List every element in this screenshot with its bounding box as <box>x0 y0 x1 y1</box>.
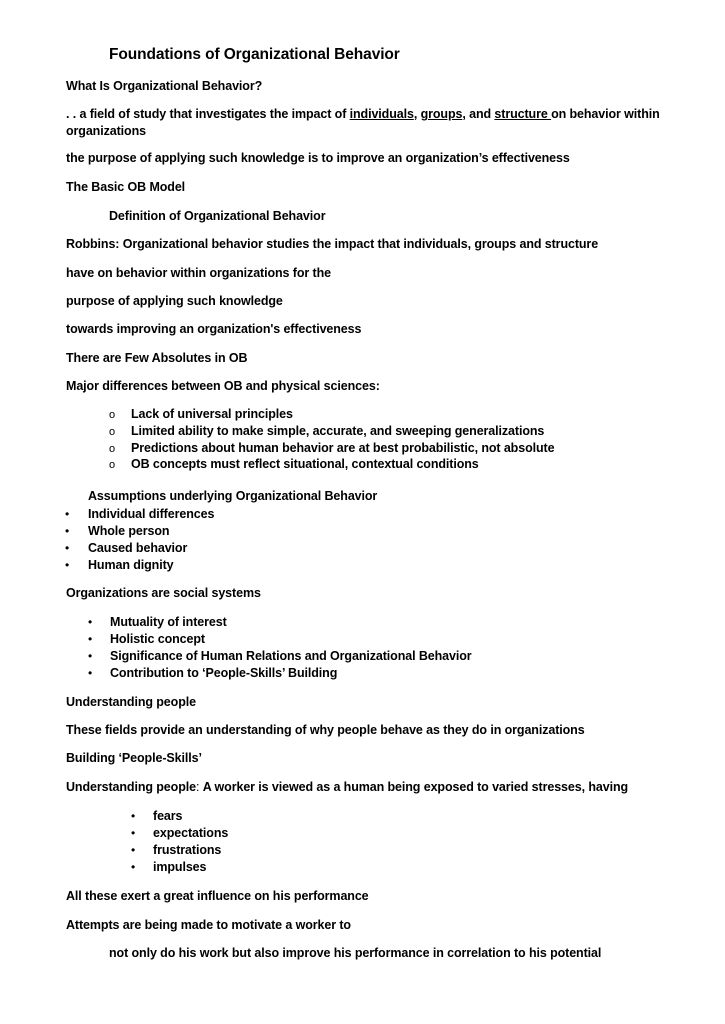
heading-what-is: What Is Organizational Behavior? <box>66 79 263 93</box>
circle-bullet-icon: o <box>109 459 116 471</box>
heading-definition: Definition of Organizational Behavior <box>109 209 326 223</box>
definition-and: , and <box>462 107 495 121</box>
bullet-icon: • <box>131 843 136 857</box>
bullet-icon: • <box>88 649 93 663</box>
worker-item: impulses <box>153 860 207 874</box>
term-groups: groups <box>420 107 463 121</box>
definition-continuation: organizations <box>66 124 146 138</box>
worker-label: Understanding people <box>66 780 196 794</box>
robbins-line-3: purpose of applying such knowledge <box>66 294 283 308</box>
assumption-item: Human dignity <box>88 558 174 572</box>
worker-line <box>66 779 628 795</box>
heading-basic-model: The Basic OB Model <box>66 180 186 194</box>
heading-major-differences: Major differences between OB and physical sciences: <box>66 379 380 393</box>
bullet-icon: • <box>131 826 136 840</box>
heading-assumptions: Assumptions underlying Organizational Behavior <box>88 489 378 503</box>
social-item: Contribution to ‘People-Skills’ Building <box>110 666 338 680</box>
definition-line <box>66 106 660 122</box>
worker-text: A worker is viewed as a human being exposed to varied stresses, having <box>202 780 629 794</box>
assumption-item: Whole person <box>88 524 170 538</box>
heading-social-systems: Organizations are social systems <box>66 586 261 600</box>
robbins-line-1: Robbins: Organizational behavior studies the impact that individuals, groups and structure <box>66 237 599 251</box>
heading-few-absolutes: There are Few Absolutes in OB <box>66 351 248 365</box>
heading-building-skills: Building ‘People-Skills’ <box>66 751 202 765</box>
bullet-icon: • <box>88 666 93 680</box>
bullet-icon: • <box>131 860 136 874</box>
robbins-line-4: towards improving an organization's effectiveness <box>66 322 362 336</box>
definition-comma: , <box>413 107 421 121</box>
bullet-icon: • <box>131 809 136 823</box>
bullet-icon: • <box>65 524 70 538</box>
worker-colon: : <box>195 780 203 794</box>
social-item: Significance of Human Relations and Organizational Behavior <box>110 649 472 663</box>
assumption-item: Individual differences <box>88 507 215 521</box>
term-individuals: individuals <box>349 107 414 121</box>
fields-line: These fields provide an understanding of why people behave as they do in organizations <box>66 723 585 737</box>
worker-item: fears <box>153 809 183 823</box>
heading-understanding-people: Understanding people <box>66 695 196 709</box>
term-structure: structure <box>494 107 552 121</box>
social-item: Mutuality of interest <box>110 615 227 629</box>
assumption-item: Caused behavior <box>88 541 188 555</box>
worker-item: expectations <box>153 826 229 840</box>
bullet-icon: • <box>65 541 70 555</box>
attempts-line: Attempts are being made to motivate a worker to <box>66 918 351 932</box>
worker-item: frustrations <box>153 843 222 857</box>
circle-bullet-icon: o <box>109 426 116 438</box>
bullet-icon: • <box>65 507 70 521</box>
definition-prefix: . . a field of study that investigates the impact of <box>66 107 350 121</box>
bullet-icon: • <box>65 558 70 572</box>
difference-item: Lack of universal principles <box>131 407 293 421</box>
bullet-icon: • <box>88 632 93 646</box>
circle-bullet-icon: o <box>109 443 116 455</box>
difference-item: Limited ability to make simple, accurate, and sweeping generalizations <box>131 424 545 438</box>
robbins-line-2: have on behavior within organizations for the <box>66 266 331 280</box>
document-title: Foundations of Organizational Behavior <box>109 46 400 63</box>
circle-bullet-icon: o <box>109 409 116 421</box>
purpose-line: the purpose of applying such knowledge is to improve an organization’s effectiveness <box>66 151 570 165</box>
bullet-icon: • <box>88 615 93 629</box>
social-item: Holistic concept <box>110 632 205 646</box>
final-line: not only do his work but also improve his performance in correlation to his potential <box>109 946 602 960</box>
difference-item: OB concepts must reflect situational, contextual conditions <box>131 457 479 471</box>
influence-line: All these exert a great influence on his performance <box>66 889 369 903</box>
difference-item: Predictions about human behavior are at best probabilistic, not absolute <box>131 441 555 455</box>
definition-suffix: on behavior within <box>551 107 660 121</box>
